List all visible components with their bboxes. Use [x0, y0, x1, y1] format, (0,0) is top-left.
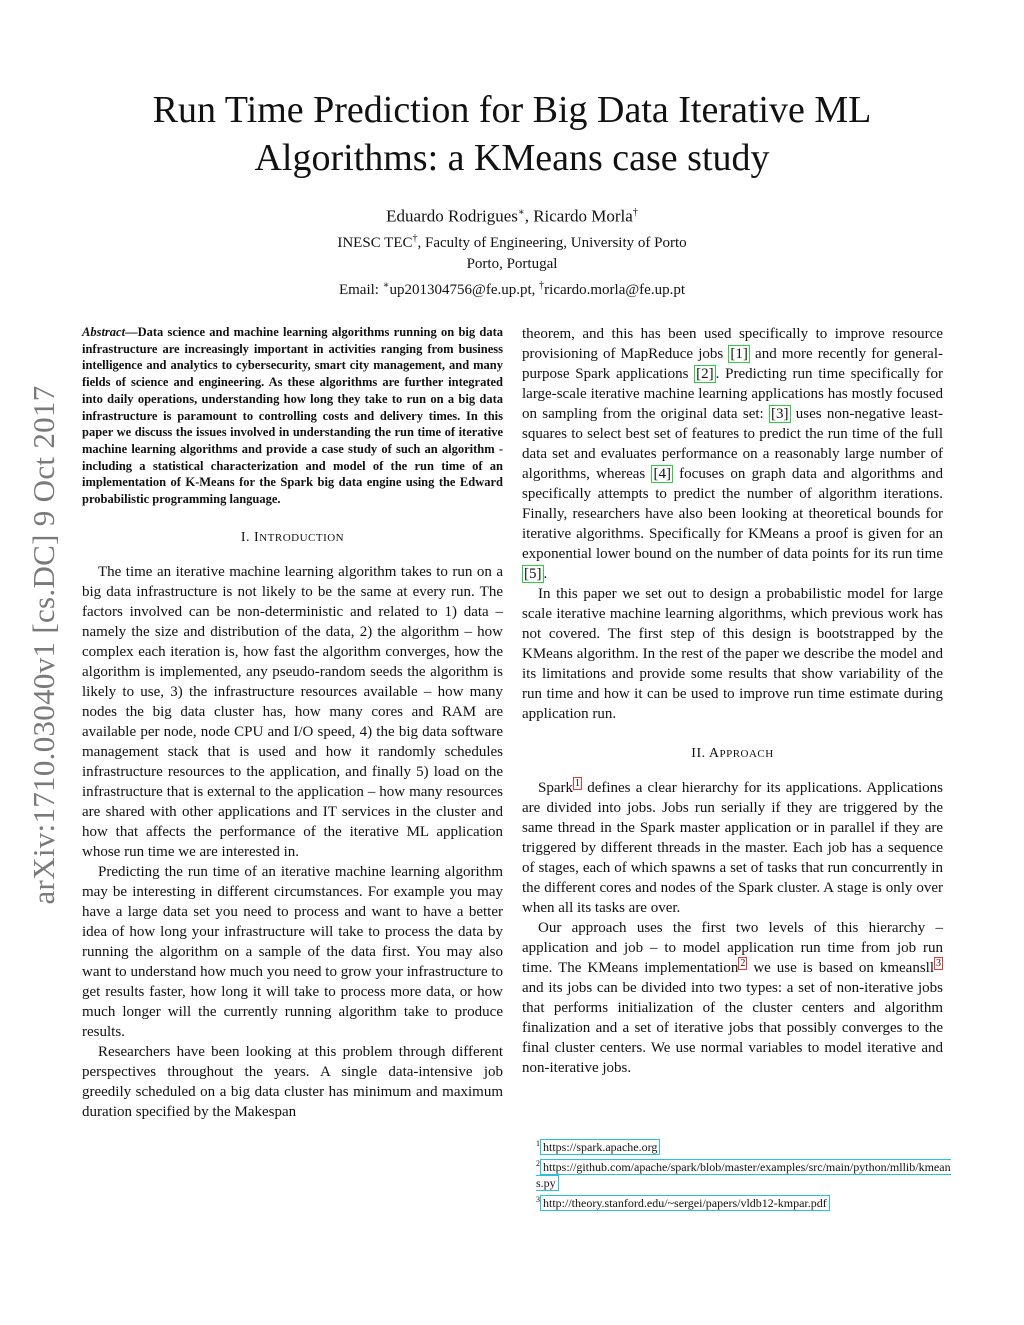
abstract: Abstract—Data science and machine learning algorithms running on big data infrastructure are increasingly important in activities ranging from business intelligence and analytics to cybersecurity, smart city management, and many fields of science and engineering. As these algorithms are further integrated into daily operations, understanding how long they take to run on a big data infrastructure is paramount to controlling costs and delivery times. In this paper we discuss the issues involved in understanding the run time of iterative machine learning algorithms and provide a case study of such an algorithm - including a statistical characterization and model of the run time of an implementation of K-Means for the Spark big data engine using the Edward probabilistic programming language. [82, 325, 503, 507]
paragraph: theorem, and this has been used specifically to improve resource provisioning of MapReduce jobs [1] and more recently for general-purpose Spark applications [2] . Predicting run time specifically for large-scale iterative machine learning applications has mostly focused on sampling from the original data set: [3] uses non-negative least-squares to select best set of features to predict the run time of the full data set and evaluates performance on a reasonably large number of algorithms, whereas [4] focuses on graph data and algorithms and specifically attempts to predict the number of algorithm iterations. Finally, researchers have also been looking at theoretical bounds for iterative algorithms. Specifically for KMeans a proof is given for an exponential lower bound on the number of data points for its run time [5] . [522, 326, 944, 582]
footnote-link[interactable]: 1 [575, 778, 580, 789]
footnote: $^3$ http://theory.stanford.edu/~sergei/papers/vldb12-kmpar.pdf [522, 1192, 952, 1211]
author-name: Ricardo Morla [533, 206, 633, 226]
arxiv-identifier: arXiv:1710.03040v1 [cs.DC] 9 Oct 2017 [26, 385, 61, 905]
abstract-label: Abstract [82, 325, 126, 339]
citation-link[interactable]: [5] [524, 566, 542, 582]
footnote-link[interactable]: 2 [740, 958, 746, 969]
paragraph: The time an iterative machine learning algorithm takes to run on a big data infrastructure is not likely to be the same at every run. The factors involved can be non-deterministic and related to 1) data – namely the size and distribution of the data, 2) the algorithm – how complex each iteration is, how fast the algorithm converges, how the algorithm is implemented, any pseudo-random seeds the algorithm is likely to use, 3) the infrastructure resources available – how many nodes the big data cluster has, how many cores and RAM are available per node, node CPU and I/O speed, 4) the big data software management stack that is used and how it randomly schedules infrastructure resources to the application, and finally 5) load on the infrastructure that is external to the application – how many resources are shared with other applications and IT services in the cluster and how that affects the performance of the iterative ML application whose run time we are interested in. [82, 563, 503, 860]
paper-title: Run Time Prediction for Big Data Iterative ML Algorithms: a KMeans case study [152, 89, 872, 179]
footnote-link[interactable]: 3 [936, 958, 941, 969]
right-column [522, 324, 943, 1078]
email-address: ricardo.morla@fe.up.pt [544, 281, 686, 298]
paragraph: Predicting the run time of an iterative machine learning algorithm may be interesting in different circumstances. For example you may have a large data set you need to process and want to have a better idea of how long your infrastructure will take to process the data by running the algorithm on a sample of the data first. You may also want to understand how much you need to grow your infrastructure to get results faster, how long it will take to process more data, or how much longer will the currently running algorithm take to produce results. [82, 863, 503, 1040]
citation-link[interactable]: [2] [696, 366, 714, 382]
footnote-url-link[interactable]: http://theory.stanford.edu/~sergei/papers/vldb12-kmpar.pdf [540, 1195, 830, 1211]
footnote-url-link[interactable]: https://spark.apache.org [540, 1139, 660, 1155]
citation-link[interactable]: [3] [771, 406, 789, 422]
paragraph: Spark $^1$ defines a clear hierarchy for its applications. Applications are divided into jobs. Jobs run serially if they are triggered by the same thread in the Spark master application or in parallel if they are triggered by different threads in the master. Each job has a sequence of stages, each of which spawns a set of tasks that run concurrently in the different cores and nodes of the Spark cluster. A stage is only over when all its tasks are over. [522, 778, 943, 916]
section-heading-approach: II. APPROACH [691, 746, 774, 761]
email-address: up201304756@fe.up.pt, [389, 281, 540, 298]
footnote-url-link[interactable]: https://github.com/apache/spark/blob/master/examples/src/main/python/mllib/kmeans.py [536, 1160, 951, 1190]
section-heading-introduction: I. INTRODUCTION [240, 529, 345, 545]
footnote: $^1$ https://spark.apache.org [522, 1136, 952, 1155]
email-line: Email: ∗up201304756@fe.up.pt, †ricardo.morla@fe.up.pt [338, 279, 686, 298]
author-block [80, 202, 944, 301]
location: Porto, Portugal [466, 255, 558, 272]
arxiv-sidebar [24, 360, 64, 930]
paragraph: In this paper we set out to design a probabilistic model for large scale iterative machine learning algorithms, which previous work has not covered. The first step of this design is bootstrapped by the KMeans algorithm. In the rest of the paper we describe the model and its limitations and provide some results that show variability of the run time and how it can be used to improve run time estimate during application run. [522, 586, 943, 722]
citation-link[interactable]: [4] [653, 466, 671, 482]
abstract-text: Data science and machine learning algorithms running on big data infrastructure are increasingly important in activities ranging from business intelligence and analytics to cybersecurity, smart city management, and many fields of science and engineering. As these algorithms are further integrated into daily operations, understanding how long they take to run on a big data infrastructure is paramount to controlling costs and delivery times. In this paper we discuss the issues involved in understanding the run time of iterative machine learning algorithms and provide a case study of such an algorithm - including a statistical characterization and model of the run time of an implementation of K-Means for the Spark big data engine using the Edward probabilistic programming language. [82, 325, 503, 507]
author-name: Eduardo Rodrigues [386, 206, 518, 226]
author-names: Eduardo Rodrigues∗, Ricardo Morla† [386, 206, 638, 226]
citation-link[interactable]: [1] [730, 346, 748, 362]
footnotes [522, 1136, 952, 1211]
paragraph: Our approach uses the first two levels of this hierarchy – application and job – to model application run time from job run time. The KMeans implementation $^2$ we use is based on kmeansll $^3$ and its jobs can be divided into two types: a set of non-iterative jobs that performs initialization of the cluster centers and algorithm finalization and a set of iterative jobs that possibly converges to the final cluster centers. We use normal variables to model iterative and non-iterative jobs. [522, 920, 943, 1076]
paragraph: Researchers have been looking at this problem through different perspectives throughout the years. A single data-intensive job greedily scheduled on a big data cluster has minimum and maximum duration specified by the Makespan [82, 1043, 503, 1120]
affiliation: INESC TEC†, Faculty of Engineering, University of Porto [337, 232, 687, 251]
footnote: $^2$ https://github.com/apache/spark/blob/master/examples/src/main/python/mllib/kmeans.py [536, 1159, 951, 1190]
left-column [82, 324, 503, 1122]
